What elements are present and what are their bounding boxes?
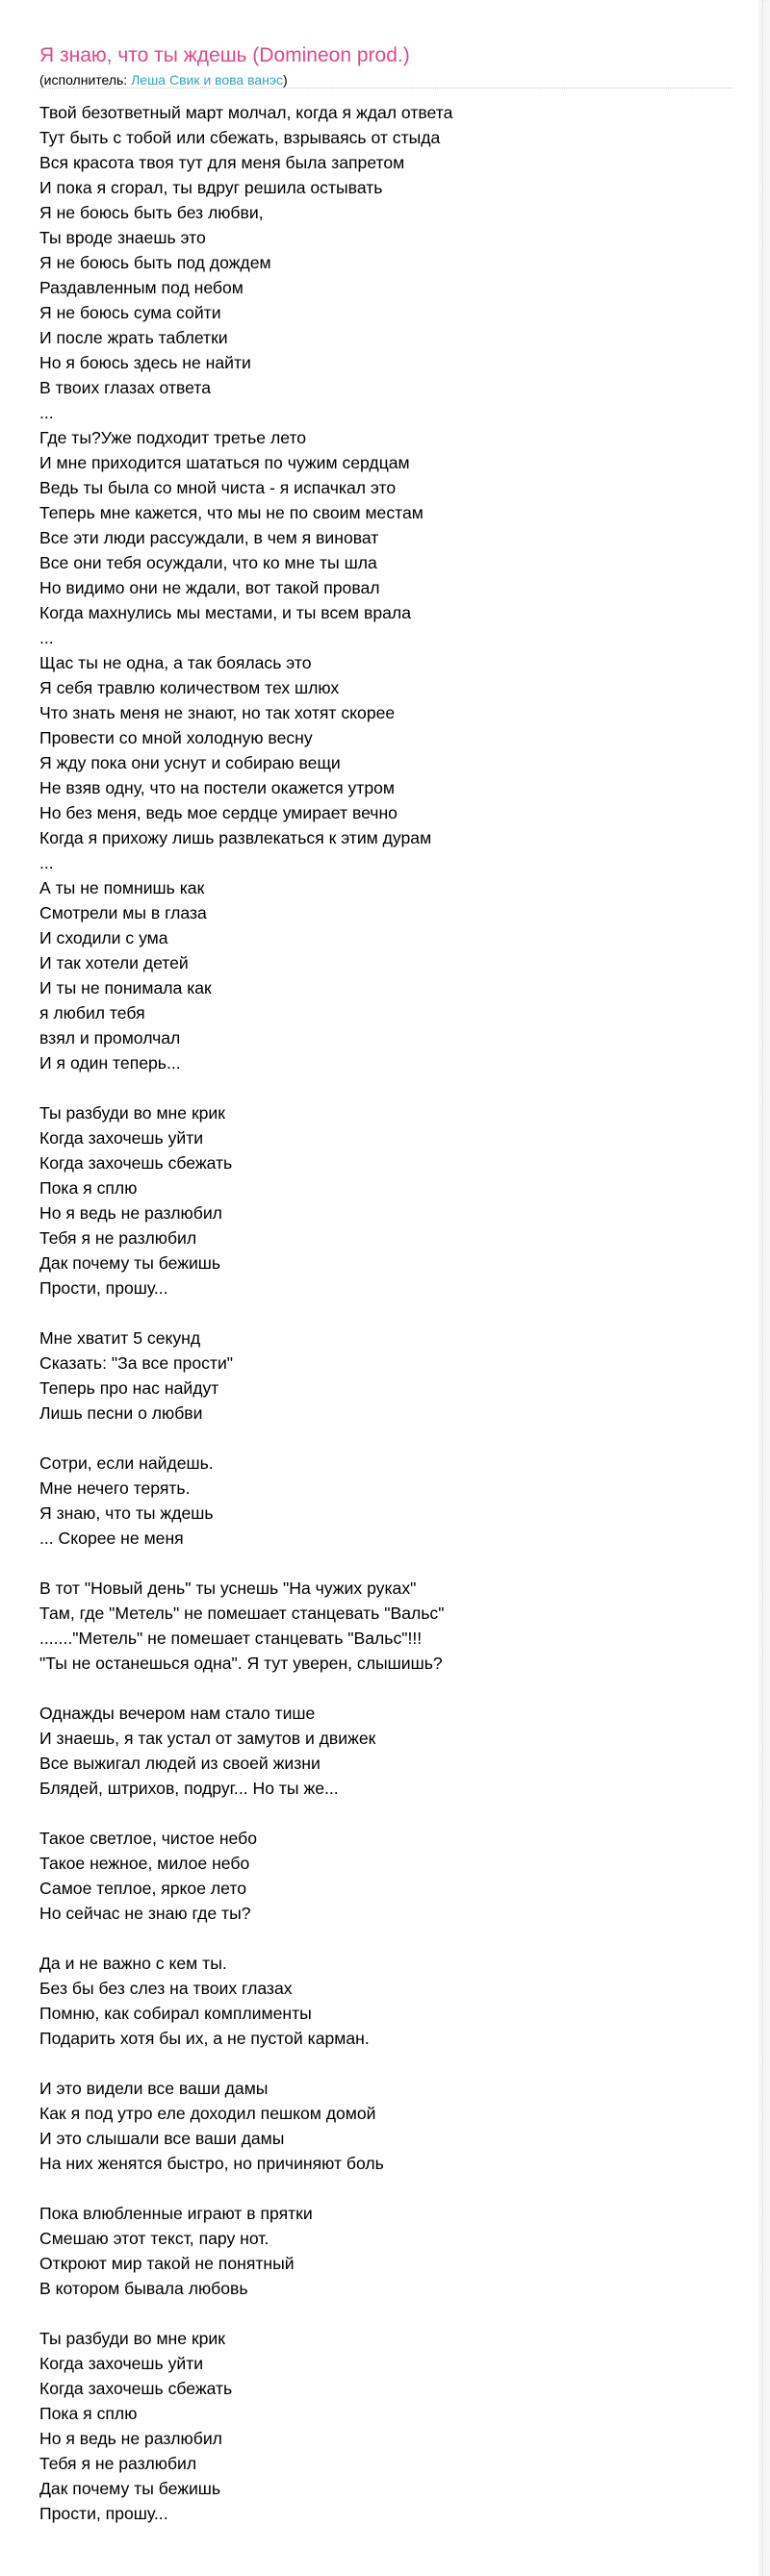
artist-link[interactable]: Леша Свик и вова ванэс [131, 72, 284, 88]
lyric-line: Но без меня, ведь мое сердце умирает вечно [39, 803, 398, 822]
lyric-line: Теперь мне кажется, что мы не по своим местам [39, 503, 424, 522]
lyric-line: Когда я прихожу лишь развлекаться к этим дурам [39, 828, 432, 847]
lyric-line: Лишь песни о любви [39, 1403, 203, 1423]
lyric-line: Я себя травлю количеством тех шлюх [39, 678, 340, 697]
lyric-line: Дак почему ты бежишь [39, 2479, 221, 2498]
lyric-line: Я не боюсь сума сойти [39, 303, 221, 322]
lyric-line: ... [39, 853, 54, 872]
lyric-line: Сотри, если найдешь. [39, 1453, 214, 1473]
lyric-line: Как я под утро еле доходил пешком домой [39, 2104, 376, 2123]
lyric-line: В тот "Новый день" ты уснешь "На чужих руках" [39, 1578, 417, 1598]
lyrics-text [39, 100, 732, 2526]
lyric-line: Не взяв одну, что на постели окажется утром [39, 778, 396, 797]
lyric-line: Но я боюсь здесь не найти [39, 353, 251, 372]
lyric-line: Да и не важно с кем ты. [39, 1954, 227, 1973]
lyric-line: И ты не понимала как [39, 978, 212, 998]
lyric-line: я любил тебя [39, 1003, 145, 1023]
lyric-line: Мне нечего терять. [39, 1478, 191, 1498]
lyric-line: Но видимо они не ждали, вот такой провал [39, 578, 380, 597]
lyric-line: Ты разбуди во мне крик [39, 1103, 225, 1123]
lyric-line: И так хотели детей [39, 953, 189, 972]
song-title: Я знаю, что ты ждешь (Domineon prod.) [39, 44, 410, 66]
stanza-break [39, 2301, 732, 2326]
lyric-line: Помню, как собирал комплименты [39, 2004, 312, 2023]
scrollbar[interactable] [758, 0, 770, 2576]
lyric-line: Ведь ты была со мной чиста - я испачкал это [39, 478, 397, 497]
lyric-line: Откроют мир такой не понятный [39, 2254, 295, 2273]
lyric-line: Я знаю, что ты ждешь [39, 1503, 214, 1523]
lyric-line: Дак почему ты бежишь [39, 1253, 221, 1273]
lyric-line: Когда махнулись мы местами, и ты всем врала [39, 603, 411, 622]
lyric-line: На них женятся быстро, но причиняют боль [39, 2154, 384, 2173]
lyric-line: Щас ты не одна, а так боялась это [39, 653, 312, 672]
lyric-line: Где ты?Уже подходит третье лето [39, 428, 307, 447]
lyric-line: Когда захочешь уйти [39, 2354, 204, 2373]
lyric-line: Все выжигал людей из своей жизни [39, 1754, 321, 1773]
lyrics-content [39, 0, 732, 2523]
lyric-line: ......."Метель" не помешает станцевать "Вальс"!!! [39, 1629, 423, 1648]
lyric-line: И пока я сгорал, ты вдруг решила остывать [39, 178, 383, 197]
stanza-break [39, 1801, 732, 1826]
lyric-line: И я один теперь... [39, 1053, 181, 1073]
lyric-line: Пока я сплю [39, 2404, 138, 2423]
lyric-line: Но я ведь не разлюбил [39, 2429, 222, 2448]
lyric-line: Прости, прошу... [39, 1278, 168, 1298]
lyric-line: Прости, прошу... [39, 2504, 168, 2523]
lyric-line: Я жду пока они уснут и собираю вещи [39, 753, 341, 772]
lyric-line: В твоих глазах ответа [39, 378, 211, 397]
artist-prefix: (исполнитель: [39, 72, 132, 88]
stanza-break [39, 1551, 732, 1576]
stanza-break [39, 2176, 732, 2201]
lyric-line: Пока я сплю [39, 1178, 138, 1198]
lyric-line: Когда захочешь уйти [39, 1128, 204, 1148]
lyric-line: Без бы без слез на твоих глазах [39, 1979, 293, 1998]
lyric-line: Такое нежное, милое небо [39, 1854, 250, 1873]
stanza-break [39, 1676, 732, 1701]
lyric-line: И сходили с ума [39, 928, 168, 947]
lyric-line: И это слышали все ваши дамы [39, 2129, 285, 2148]
lyric-line: ... Скорее не меня [39, 1528, 184, 1548]
lyric-line: Самое теплое, яркое лето [39, 1879, 246, 1898]
lyric-line: взял и промолчал [39, 1028, 181, 1048]
lyric-line: Когда захочешь сбежать [39, 1153, 233, 1173]
artist-line [39, 71, 732, 88]
lyric-line: Все эти люди рассуждали, в чем я виноват [39, 528, 379, 547]
lyric-line: Когда захочешь сбежать [39, 2379, 233, 2398]
lyric-line: "Ты не останешься одна". Я тут уверен, слышишь? [39, 1654, 443, 1673]
lyric-line: Но я ведь не разлюбил [39, 1203, 222, 1223]
lyric-line: Смотрели мы в глаза [39, 903, 207, 922]
lyric-line: Вся красота твоя тут для меня была запретом [39, 153, 405, 172]
lyric-line: ... [39, 403, 54, 422]
lyric-line: И это видели все ваши дамы [39, 2079, 269, 2098]
lyric-line: В котором бывала любовь [39, 2279, 248, 2298]
lyric-line: Смешаю этот текст, пару нот. [39, 2229, 270, 2248]
lyric-line: Ты разбуди во мне крик [39, 2329, 225, 2348]
lyric-line: ... [39, 628, 54, 647]
stanza-break [39, 1301, 732, 1326]
lyric-line: Раздавленным под небом [39, 278, 244, 297]
lyric-line: Твой безответный март молчал, когда я ждал ответа [39, 103, 453, 122]
lyric-line: Пока влюбленные играют в прятки [39, 2204, 313, 2223]
lyric-line: Подарить хотя бы их, а не пустой карман. [39, 2029, 370, 2048]
lyric-line: Мне хватит 5 секунд [39, 1328, 201, 1348]
lyric-line: И знаешь, я так устал от замутов и движек [39, 1729, 376, 1748]
stanza-break [39, 1926, 732, 1951]
lyric-line: Провести со мной холодную весну [39, 728, 313, 747]
lyric-line: Такое светлое, чистое небо [39, 1829, 257, 1848]
scrollbar-track [762, 0, 763, 2576]
stanza-break [39, 2051, 732, 2076]
lyric-line: Теперь про нас найдут [39, 1378, 219, 1398]
lyric-line: Но сейчас не знаю где ты? [39, 1904, 251, 1923]
lyric-line: И после жрать таблетки [39, 328, 228, 347]
stanza-break [39, 1426, 732, 1451]
lyric-line: Я не боюсь быть под дождем [39, 253, 271, 272]
lyric-line: Сказать: "За все прости" [39, 1353, 234, 1373]
lyric-line: Ты вроде знаешь это [39, 228, 206, 247]
lyric-line: Я не боюсь быть без любви, [39, 203, 264, 222]
lyric-line: Блядей, штрихов, подруг... Но ты же... [39, 1779, 339, 1798]
lyric-line: Тебя я не разлюбил [39, 1228, 197, 1248]
lyric-line: Все они тебя осуждали, что ко мне ты шла [39, 553, 377, 572]
lyric-line: Тут быть с тобой или сбежать, взрываясь от стыда [39, 128, 441, 147]
lyric-line: Однажды вечером нам стало тише [39, 1704, 316, 1723]
lyric-line: И мне приходится шататься по чужим сердцам [39, 453, 410, 472]
lyric-line: А ты не помнишь как [39, 878, 205, 897]
stanza-break [39, 1075, 732, 1100]
lyric-line: Тебя я не разлюбил [39, 2454, 197, 2473]
lyric-line: Там, где "Метель" не помешает станцевать "Вальс" [39, 1604, 445, 1623]
artist-suffix: ) [283, 72, 288, 88]
lyric-line: Что знать меня не знают, но так хотят скорее [39, 703, 396, 722]
